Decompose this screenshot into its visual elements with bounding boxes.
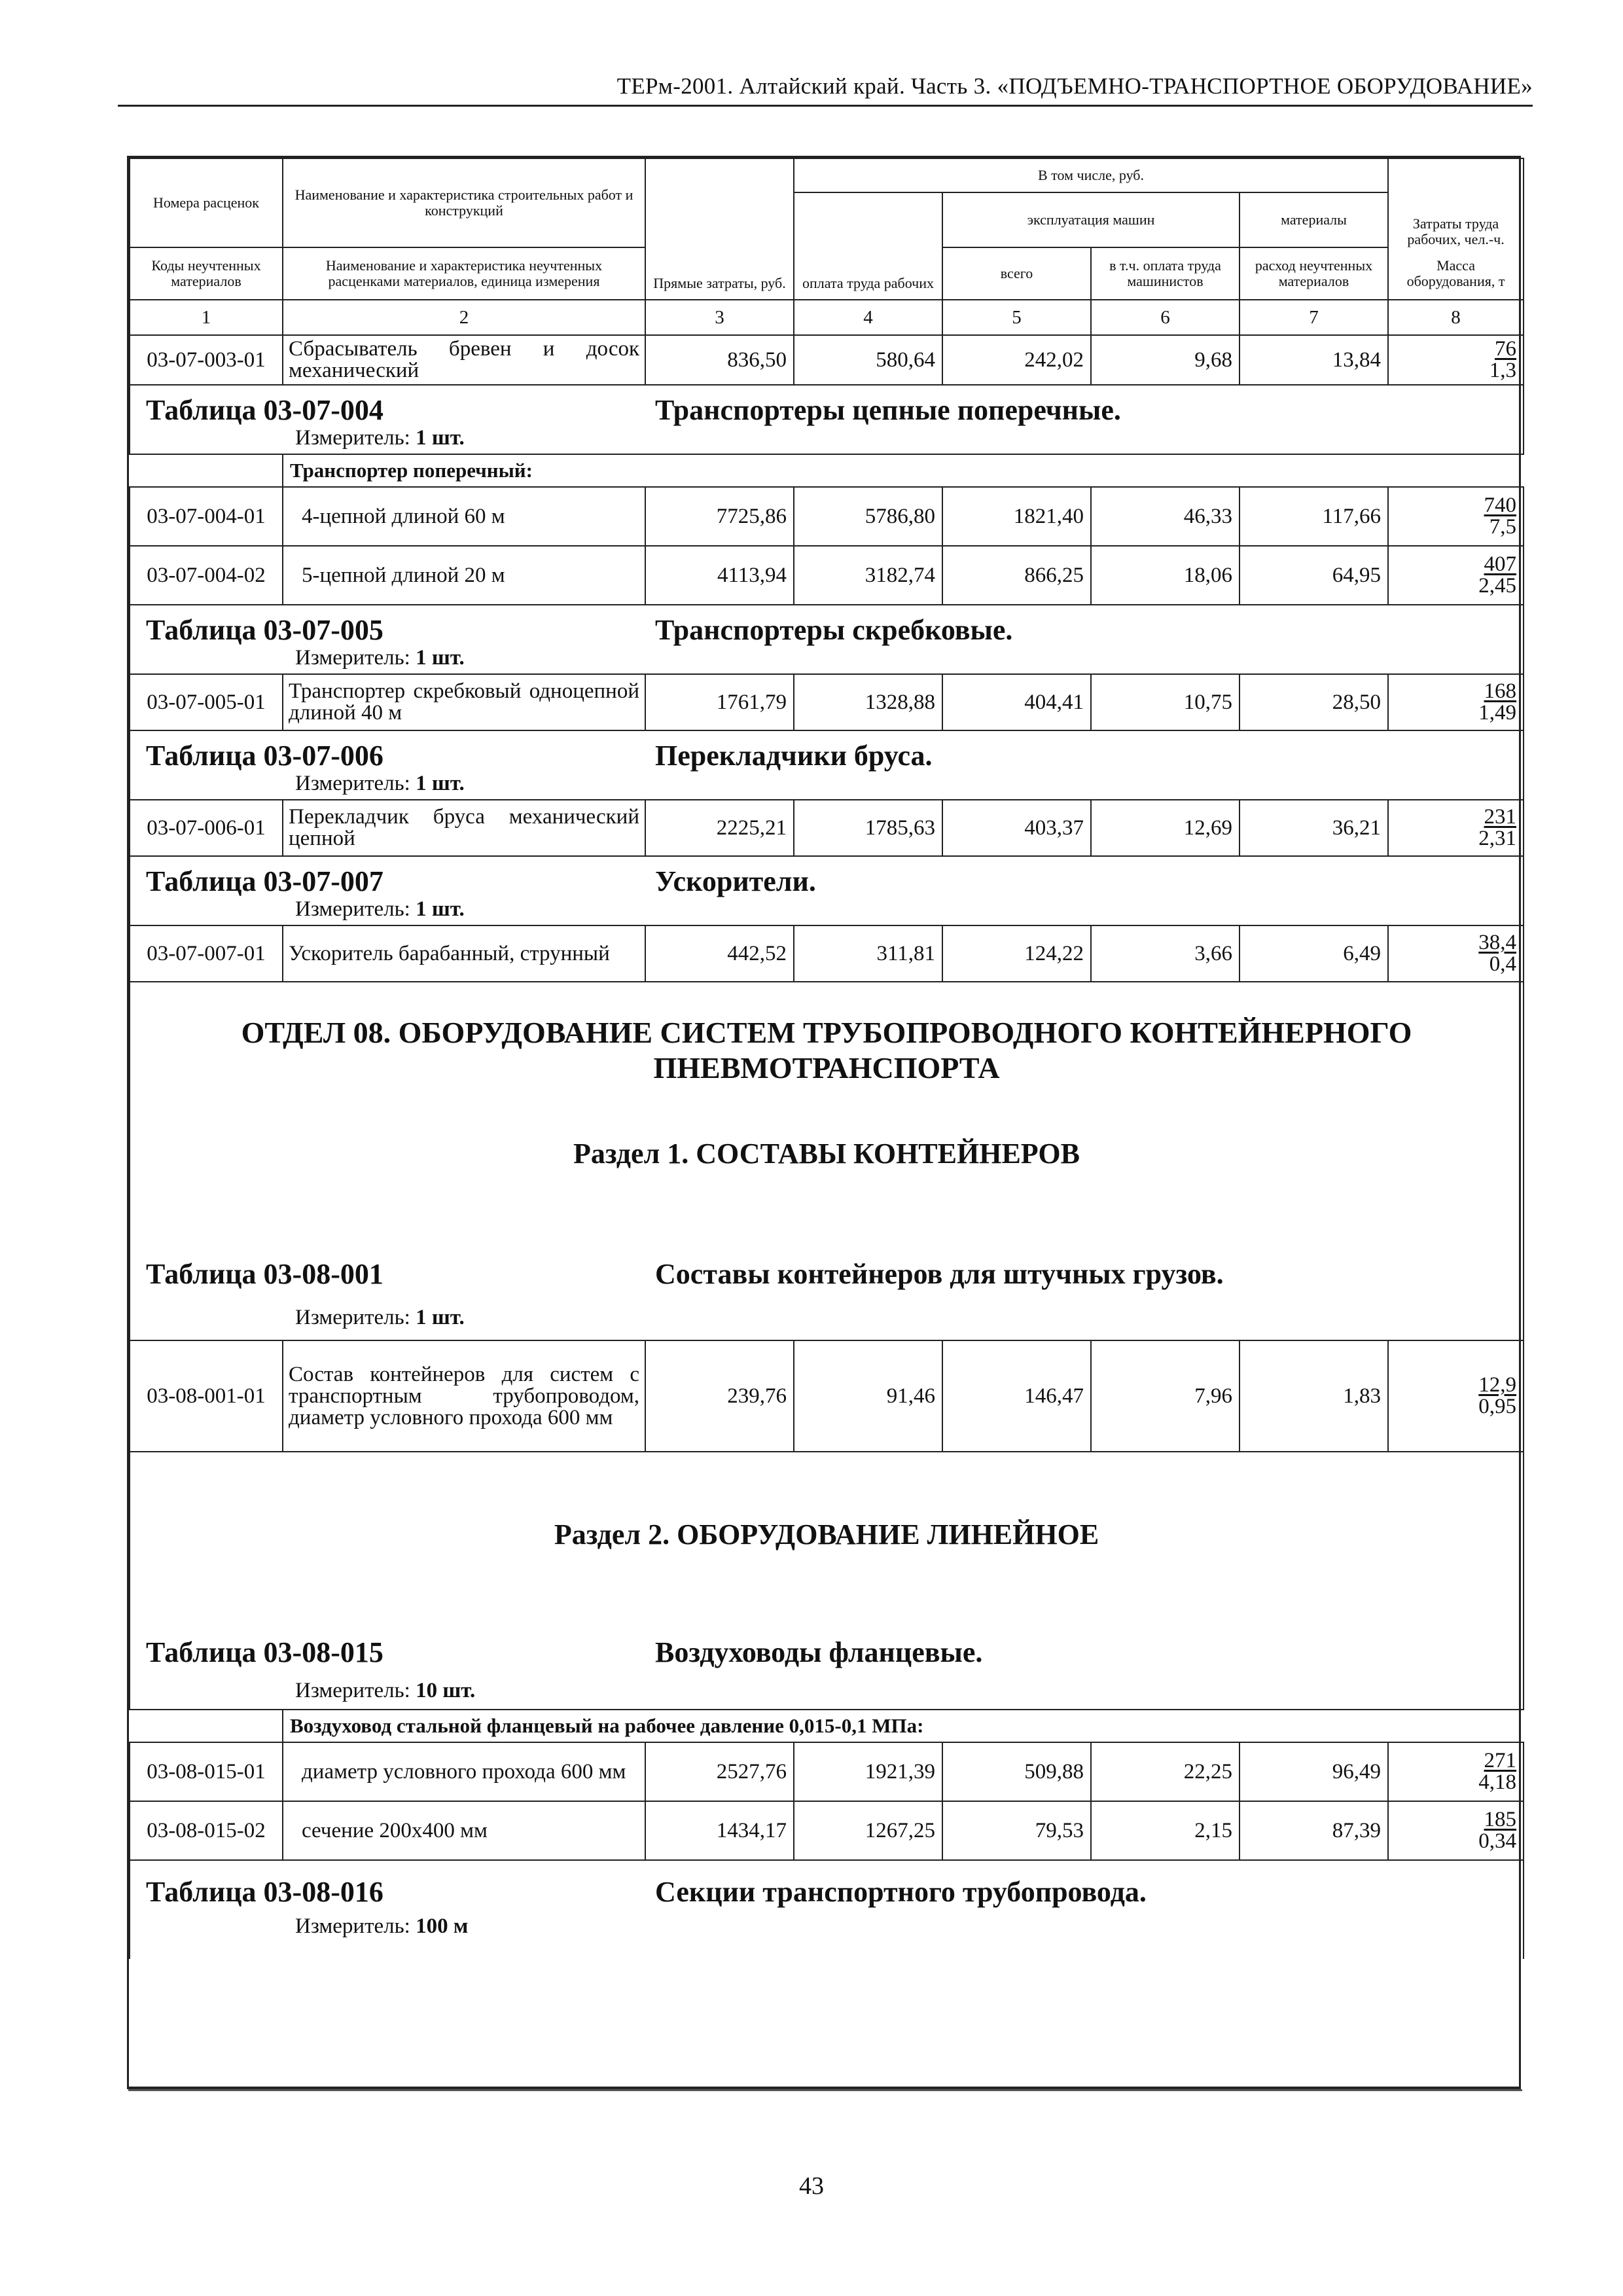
price-table-frame — [127, 156, 1521, 2089]
table-number: Таблица 03-07-006 — [146, 740, 383, 772]
rate-code: 03-07-005-01 — [130, 674, 283, 730]
meter-value: 1 шт. — [416, 1306, 465, 1329]
table-heading — [130, 731, 1523, 799]
labor-value: 38,4 — [1478, 931, 1517, 954]
col-labor-top: Затраты труда рабочих, чел.-ч. — [1388, 158, 1524, 247]
meter-label: Измеритель: — [295, 1914, 410, 1938]
meter — [295, 1306, 465, 1330]
rate-code: 03-07-006-01 — [130, 800, 283, 856]
rate-code: 03-08-001-01 — [130, 1340, 283, 1452]
work-name: Сбрасыватель бревен и досок механический — [283, 335, 645, 385]
table-number: Таблица 03-07-007 — [146, 865, 383, 897]
wages: 1785,63 — [794, 800, 942, 856]
labor-mass — [1388, 546, 1524, 605]
machines-total: 866,25 — [942, 546, 1091, 605]
col-incl: В том числе, руб. — [794, 158, 1388, 192]
labor-value: 12,9 — [1478, 1373, 1517, 1397]
table-title: Перекладчики бруса. — [655, 740, 933, 772]
section-title: Раздел 2. ОБОРУДОВАНИЕ ЛИНЕЙНОЕ — [554, 1518, 1099, 1551]
machines-total: 404,41 — [942, 674, 1091, 730]
department-block — [130, 982, 1523, 1340]
materials: 6,49 — [1240, 925, 1388, 982]
department-title-line: ОТДЕЛ 08. ОБОРУДОВАНИЕ СИСТЕМ ТРУБОПРОВОДНОГО КОНТЕЙНЕРНОГО — [241, 1016, 1412, 1049]
work-name: Ускоритель барабанный, струнный — [283, 925, 645, 982]
table-row — [130, 487, 1524, 546]
department-title — [130, 1015, 1523, 1086]
materials: 117,66 — [1240, 487, 1388, 546]
rate-code: 03-07-004-01 — [130, 487, 283, 546]
machines-wages: 10,75 — [1091, 674, 1240, 730]
section-title: Раздел 1. СОСТАВЫ КОНТЕЙНЕРОВ — [573, 1138, 1080, 1170]
table-heading — [130, 1861, 1523, 1959]
group-row — [130, 454, 1524, 487]
machines-total: 1821,40 — [942, 487, 1091, 546]
meter-value: 1 шт. — [416, 646, 465, 670]
table-row — [130, 335, 1524, 385]
materials: 13,84 — [1240, 335, 1388, 385]
machines-wages: 46,33 — [1091, 487, 1240, 546]
table-row — [130, 546, 1524, 605]
mass-value: 2,31 — [1478, 827, 1517, 850]
direct-cost: 7725,86 — [645, 487, 794, 546]
col-name-top: Наименование и характеристика строительных работ и конструкций — [283, 158, 645, 247]
meter-value: 1 шт. — [416, 426, 465, 450]
table-heading-row — [130, 1860, 1524, 1959]
meter-label: Измеритель: — [295, 1306, 410, 1329]
direct-cost: 4113,94 — [645, 546, 794, 605]
table-row — [130, 800, 1524, 856]
machines-total: 146,47 — [942, 1340, 1091, 1452]
labor-mass — [1388, 1742, 1524, 1801]
col-direct: Прямые затраты, руб. — [645, 158, 794, 300]
rate-code: 03-07-004-02 — [130, 546, 283, 605]
rate-code: 03-07-007-01 — [130, 925, 283, 982]
table-heading — [130, 857, 1523, 925]
table-title: Воздуховоды фланцевые. — [655, 1636, 983, 1668]
table-number: Таблица 03-07-005 — [146, 614, 383, 646]
labor-value: 185 — [1484, 1808, 1517, 1831]
table-title: Секции транспортного трубопровода. — [655, 1876, 1147, 1908]
direct-cost: 442,52 — [645, 925, 794, 982]
mass-value: 7,5 — [1489, 515, 1517, 539]
col-num: 3 — [645, 300, 794, 335]
meter — [295, 1914, 468, 1939]
meter-label: Измеритель: — [295, 897, 410, 921]
col-materials: материалы — [1240, 192, 1388, 247]
table-row — [130, 1742, 1524, 1801]
labor-mass — [1388, 335, 1524, 385]
direct-cost: 836,50 — [645, 335, 794, 385]
materials: 64,95 — [1240, 546, 1388, 605]
table-title: Ускорители. — [655, 865, 816, 897]
rate-code: 03-07-003-01 — [130, 335, 283, 385]
col-code-bottom: Коды неучтенных материалов — [130, 247, 283, 300]
col-code-top: Номера расценок — [130, 158, 283, 247]
col-machines-total: всего — [942, 247, 1091, 300]
labor-value: 407 — [1484, 552, 1517, 576]
meter-value: 10 шт. — [416, 1679, 476, 1702]
meter-label: Измеритель: — [295, 772, 410, 795]
work-name: 5-цепной длиной 20 м — [283, 546, 645, 605]
materials: 1,83 — [1240, 1340, 1388, 1452]
mass-value: 1,49 — [1478, 701, 1517, 725]
table-title: Транспортеры цепные поперечные. — [655, 394, 1121, 426]
labor-mass — [1388, 800, 1524, 856]
machines-wages: 22,25 — [1091, 1742, 1240, 1801]
wages: 1921,39 — [794, 1742, 942, 1801]
col-num: 2 — [283, 300, 645, 335]
materials: 36,21 — [1240, 800, 1388, 856]
meter — [295, 426, 465, 450]
table-heading-row — [130, 730, 1524, 800]
direct-cost: 1434,17 — [645, 1801, 794, 1860]
machines-wages: 2,15 — [1091, 1801, 1240, 1860]
rate-code: 03-08-015-01 — [130, 1742, 283, 1801]
table-heading-row — [130, 856, 1524, 925]
work-name: Транспортер скребковый одноцепной длиной 40 м — [283, 674, 645, 730]
machines-wages: 9,68 — [1091, 335, 1240, 385]
department-row — [130, 982, 1524, 1340]
wages: 580,64 — [794, 335, 942, 385]
direct-cost: 1761,79 — [645, 674, 794, 730]
mass-value: 1,3 — [1489, 359, 1517, 382]
wages: 311,81 — [794, 925, 942, 982]
meter-value: 1 шт. — [416, 772, 465, 795]
wages: 3182,74 — [794, 546, 942, 605]
wages: 1328,88 — [794, 674, 942, 730]
labor-value: 231 — [1484, 805, 1517, 829]
table-row — [130, 1801, 1524, 1860]
labor-mass — [1388, 674, 1524, 730]
mass-value: 0,95 — [1478, 1395, 1517, 1418]
department-title-line: ПНЕВМОТРАНСПОРТА — [653, 1051, 1000, 1085]
work-name: Перекладчик бруса механический цепной — [283, 800, 645, 856]
table-heading — [130, 605, 1523, 673]
col-wages: оплата труда рабочих — [794, 192, 942, 300]
wages: 91,46 — [794, 1340, 942, 1452]
work-name: сечение 200х400 мм — [283, 1801, 645, 1860]
col-num: 7 — [1240, 300, 1388, 335]
table-heading — [130, 386, 1523, 454]
labor-value: 168 — [1484, 679, 1517, 703]
table-title: Составы контейнеров для штучных грузов. — [655, 1258, 1224, 1290]
table-number: Таблица 03-08-015 — [146, 1636, 383, 1668]
table-row — [130, 674, 1524, 730]
rate-code: 03-08-015-02 — [130, 1801, 283, 1860]
col-name-bottom: Наименование и характеристика неучтенных расценками материалов, единица измерения — [283, 247, 645, 300]
labor-mass — [1388, 925, 1524, 982]
running-header: ТЕРм-2001. Алтайский край. Часть 3. «ПОДЪЕМНО-ТРАНСПОРТНОЕ ОБОРУДОВАНИЕ» — [616, 73, 1533, 99]
table-number: Таблица 03-08-001 — [146, 1258, 383, 1290]
header-rule — [118, 105, 1533, 107]
labor-mass — [1388, 1801, 1524, 1860]
table-title: Транспортеры скребковые. — [655, 614, 1013, 646]
frame-shadow-rule — [128, 2089, 1522, 2091]
table-row — [130, 925, 1524, 982]
direct-cost: 239,76 — [645, 1340, 794, 1452]
col-machines-wages: в т.ч. оплата труда машинистов — [1091, 247, 1240, 300]
meter-label: Измеритель: — [295, 646, 410, 670]
meter — [295, 772, 465, 796]
table-number: Таблица 03-08-016 — [146, 1876, 383, 1908]
labor-value: 271 — [1484, 1749, 1517, 1772]
materials: 87,39 — [1240, 1801, 1388, 1860]
machines-total: 79,53 — [942, 1801, 1091, 1860]
work-name: Состав контейнеров для систем с транспортным трубопроводом, диаметр условного прохода 600 мм — [283, 1340, 645, 1452]
section-block — [130, 1452, 1523, 1709]
machines-total: 403,37 — [942, 800, 1091, 856]
work-name: диаметр условного прохода 600 мм — [283, 1742, 645, 1801]
machines-wages: 7,96 — [1091, 1340, 1240, 1452]
col-num: 5 — [942, 300, 1091, 335]
machines-wages: 18,06 — [1091, 546, 1240, 605]
labor-mass — [1388, 487, 1524, 546]
group-row — [130, 1710, 1524, 1742]
mass-value: 4,18 — [1478, 1770, 1517, 1794]
direct-cost: 2225,21 — [645, 800, 794, 856]
column-numbers-row — [130, 300, 1524, 335]
mass-value: 0,34 — [1478, 1829, 1517, 1853]
labor-value: 740 — [1484, 493, 1517, 517]
wages: 1267,25 — [794, 1801, 942, 1860]
meter-label: Измеритель: — [295, 426, 410, 450]
col-machines: эксплуатация машин — [942, 192, 1240, 247]
machines-total: 242,02 — [942, 335, 1091, 385]
materials: 28,50 — [1240, 674, 1388, 730]
col-materials-sub: расход неучтенных материалов — [1240, 247, 1388, 300]
meter-value: 100 м — [416, 1914, 469, 1938]
table-row — [130, 1340, 1524, 1452]
table-heading-row — [130, 605, 1524, 674]
materials: 96,49 — [1240, 1742, 1388, 1801]
col-num: 8 — [1388, 300, 1524, 335]
group-title: Воздуховод стальной фланцевый на рабочее давление 0,015-0,1 МПа: — [283, 1710, 1524, 1742]
labor-value: 76 — [1495, 337, 1517, 361]
meter-label: Измеритель: — [295, 1679, 410, 1702]
page-number: 43 — [799, 2172, 824, 2200]
work-name: 4-цепной длиной 60 м — [283, 487, 645, 546]
col-num: 1 — [130, 300, 283, 335]
mass-value: 2,45 — [1478, 574, 1517, 598]
col-labor-bottom: Масса оборудования, т — [1388, 247, 1524, 300]
price-table — [129, 158, 1524, 1959]
section-row — [130, 1452, 1524, 1710]
col-num: 4 — [794, 300, 942, 335]
meter-value: 1 шт. — [416, 897, 465, 921]
machines-total: 509,88 — [942, 1742, 1091, 1801]
col-num: 6 — [1091, 300, 1240, 335]
header-row-1 — [130, 158, 1524, 192]
group-title: Транспортер поперечный: — [283, 454, 1524, 487]
table-heading-row — [130, 385, 1524, 454]
mass-value: 0,4 — [1489, 952, 1517, 976]
machines-wages: 3,66 — [1091, 925, 1240, 982]
meter — [295, 646, 465, 670]
machines-total: 124,22 — [942, 925, 1091, 982]
table-number: Таблица 03-07-004 — [146, 394, 383, 426]
meter — [295, 1679, 475, 1703]
wages: 5786,80 — [794, 487, 942, 546]
meter — [295, 897, 465, 922]
machines-wages: 12,69 — [1091, 800, 1240, 856]
direct-cost: 2527,76 — [645, 1742, 794, 1801]
labor-mass — [1388, 1340, 1524, 1452]
